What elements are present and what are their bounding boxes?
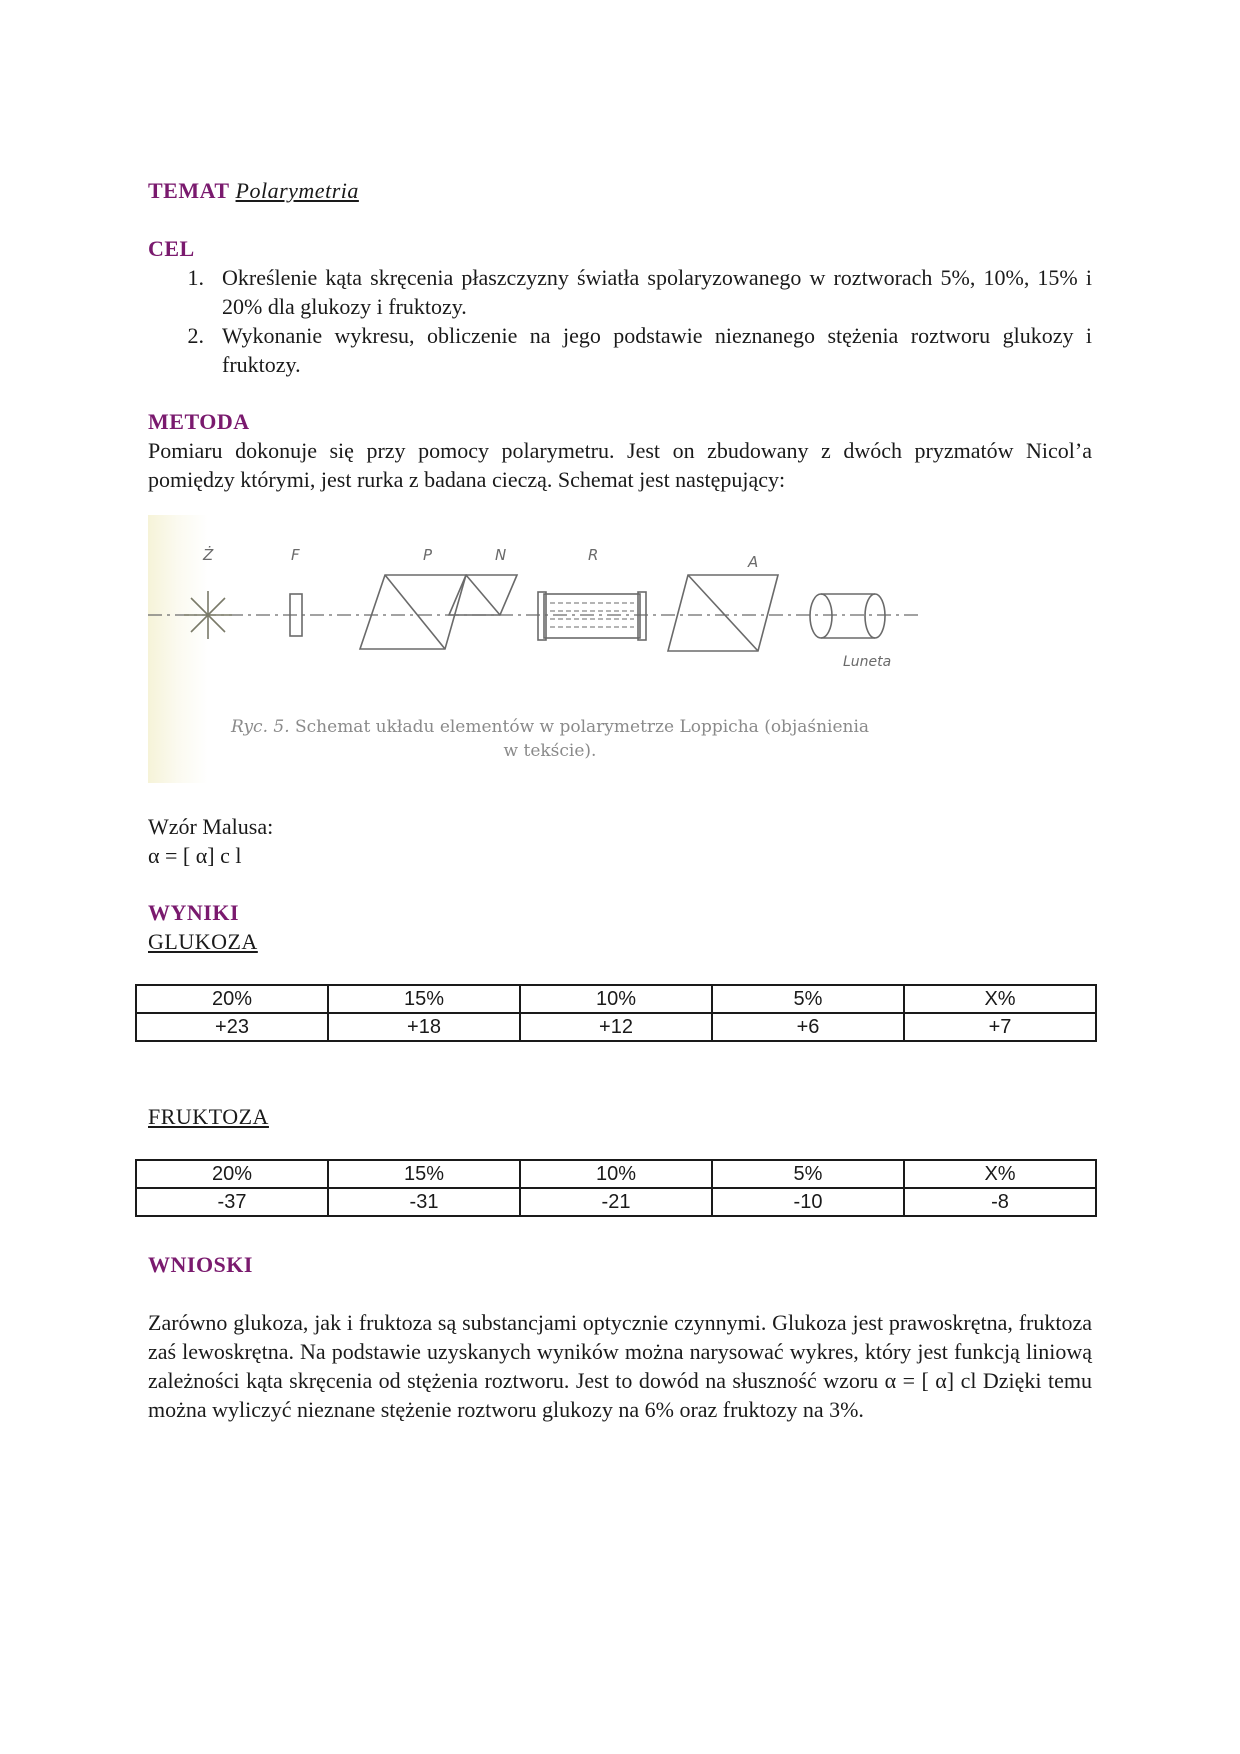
caption-line-2: w tekście).: [503, 741, 597, 761]
table-header-cell: 10%: [520, 985, 712, 1013]
formula-label: Wzór Malusa:: [148, 814, 274, 839]
table-cell: -8: [904, 1188, 1096, 1216]
table-header-cell: 5%: [712, 985, 904, 1013]
fruktoza-title: FRUKTOZA: [148, 1104, 269, 1129]
fruktoza-table: [135, 1159, 1097, 1217]
table-cell: -31: [328, 1188, 520, 1216]
list-item-text: Określenie kąta skręcenia płaszczyzny światła spolaryzowanego w roztworach 5%, 10%, 15% i 20% dla glukozy i fruktozy.: [222, 265, 1092, 319]
table-cell: -10: [712, 1188, 904, 1216]
temat-heading: [148, 178, 359, 204]
table-header-cell: 15%: [328, 985, 520, 1013]
table-cell: +7: [904, 1013, 1096, 1041]
metoda-heading: METODA: [148, 409, 250, 434]
label-n: N: [495, 546, 507, 564]
label-f: F: [291, 546, 300, 564]
table-header-cell: 5%: [712, 1160, 904, 1188]
cel-heading: CEL: [148, 236, 195, 261]
topic-title: Polarymetria: [235, 178, 359, 203]
list-item-number: 2.: [187, 323, 204, 348]
label-luneta: Luneta: [843, 654, 892, 670]
table-row: [136, 1188, 1096, 1216]
label-r: R: [588, 546, 599, 564]
metoda-text: Pomiaru dokonuje się przy pomocy polarymetru. Jest on zbudowany z dwóch pryzmatów Nicol’a pomiędzy którymi, jest rurka z badana cieczą. Schemat jest następujący:: [148, 438, 1092, 492]
sample-tube-icon: [538, 592, 646, 640]
table-cell: +18: [328, 1013, 520, 1041]
table-cell: -37: [136, 1188, 328, 1216]
table-header-cell: X%: [904, 1160, 1096, 1188]
caption-prefix: Ryc. 5.: [230, 717, 290, 737]
list-item-text: Wykonanie wykresu, obliczenie na jego podstawie nieznanego stężenia roztworu glukozy i fruktozy.: [222, 323, 1092, 377]
table-header-cell: X%: [904, 985, 1096, 1013]
glukoza-table: [135, 984, 1097, 1042]
table-row: [136, 1160, 1096, 1188]
table-header-cell: 20%: [136, 1160, 328, 1188]
label-a: A: [748, 553, 759, 571]
label-p: P: [423, 546, 433, 564]
table-row: [136, 985, 1096, 1013]
table-header-cell: 15%: [328, 1160, 520, 1188]
table-cell: -21: [520, 1188, 712, 1216]
wnioski-heading: WNIOSKI: [148, 1252, 253, 1277]
table-cell: +23: [136, 1013, 328, 1041]
glukoza-title: GLUKOZA: [148, 929, 258, 954]
table-header-cell: 10%: [520, 1160, 712, 1188]
list-item: [148, 321, 1092, 379]
light-source-icon: [184, 591, 232, 639]
telescope-icon: [810, 594, 885, 638]
formula-expression: α = [ α] c l: [148, 843, 242, 868]
wyniki-heading: WYNIKI: [148, 900, 240, 925]
table-row: [136, 1013, 1096, 1041]
caption-line-1: Schemat układu elementów w polarymetrze Loppicha (objaśnienia: [295, 717, 870, 737]
cel-list: [148, 263, 1092, 379]
temat-label: TEMAT: [148, 178, 230, 203]
label-z: Ż: [203, 546, 214, 564]
figure-caption: [190, 715, 910, 763]
list-item-number: 1.: [187, 265, 204, 290]
table-cell: +12: [520, 1013, 712, 1041]
wnioski-text: Zarówno glukoza, jak i fruktoza są substancjami optycznie czynnymi. Glukoza jest prawoskrętna, fruktoza zaś lewoskrętna. Na podstawie uzyskanych wyników można narysować wykres, który jest funkcją liniową zależności kąta skręcenia od stężenia roztworu. Jest to dowód na słuszność wzoru α = [ α] cl Dzięki temu można wyliczyć nieznane stężenie roztworu glukozy na 6% oraz fruktozy na 3%.: [148, 1310, 1092, 1422]
table-header-cell: 20%: [136, 985, 328, 1013]
list-item: [148, 263, 1092, 321]
table-cell: +6: [712, 1013, 904, 1041]
